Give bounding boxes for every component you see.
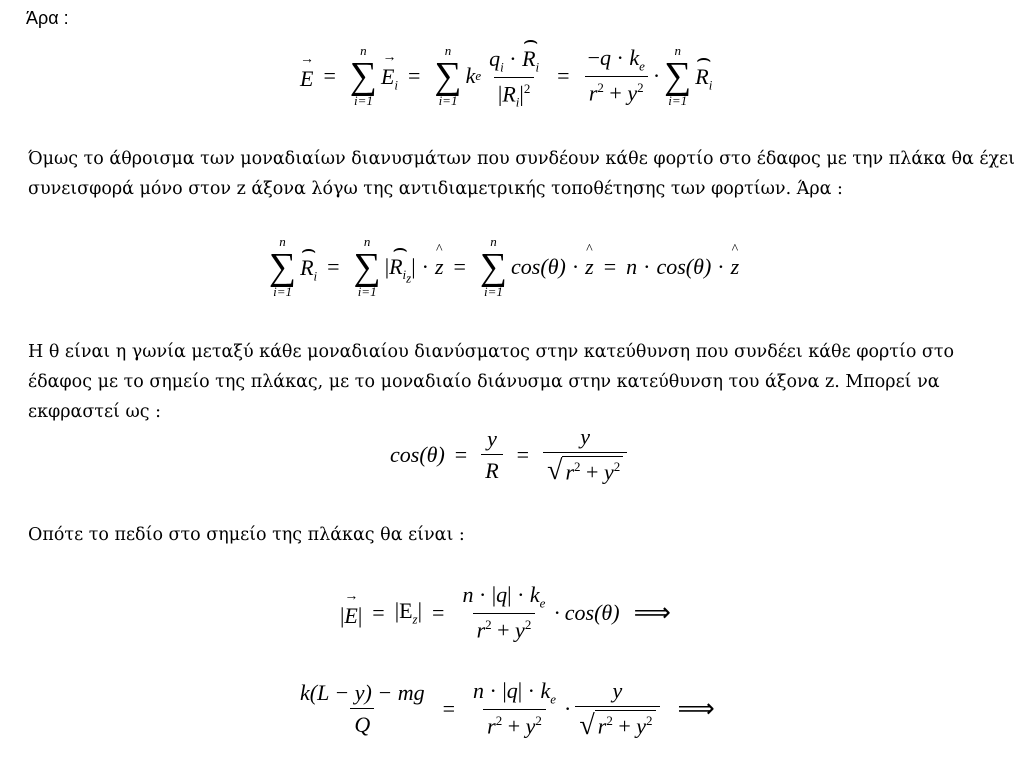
paragraph-3: Οπότε το πεδίο στο σημείο της πλάκας θα είναι : <box>28 525 465 545</box>
fraction: $\frac{q_i \cdot ⌢ R_i}{|R_i|^2}$ <box>485 40 543 111</box>
equation-cos-theta: cos(θ) = $\frac{y}{R}$ = y √ $r^2 + y^2$ <box>390 424 631 485</box>
summation: n ∑ i=1 <box>349 42 377 108</box>
summation: n ∑ i=1 <box>434 42 462 108</box>
vector-Ei: → $E_i$ <box>381 58 398 93</box>
equation-force-balance: $\frac{k(L - y) - mg}{Q}$ = $\frac{n \cdot |q| \cdot k_e}{r^2 + y^2}$ · y √ $r^2 + y^2$ ⟹ <box>300 678 715 741</box>
paragraph-2: Η θ είναι η γωνία μεταξύ κάθε μοναδιαίου διανύσματος στην κατεύθυνση που συνδέει κάθε φορτίο στο έδαφος με το σημείο της πλάκας, με το μοναδιαίο διάνυσμα στην κατεύθυνση του άξονα z. Μπορεί να εκφραστεί ως : <box>28 342 955 422</box>
paragraph-1: Όμως το άθροισμα των μοναδιαίων διανυσμάτων που συνδέουν κάθε φορτίο στο έδαφος με την πλάκα θα έχει συνεισφορά μόνο στον z άξονα λόγω της αντιδιαμετρικής τοποθέτησης των φορτίων. Άρα : <box>28 149 1015 199</box>
summation: n ∑ i=1 <box>664 42 692 108</box>
equation-field-magnitude: |→ E| = $|E_z|$ = $\frac{n \cdot |q| \cdot k_e}{r^2 + y^2}$ · cos(θ) ⟹ <box>340 582 671 644</box>
intro-label: Άρα : <box>26 8 69 28</box>
unit-vector-Ri: ⌢ $R_i$ <box>695 58 712 93</box>
fraction: $\frac{-q \cdot k_e}{r^2 + y^2}$ <box>584 45 649 107</box>
equation-field-sum: → E = n ∑ i=1 → $E_i$ = n ∑ i=1 k e $\frac{q_i \cdot ⌢ R_i}{|R_i|^2}$ = $\frac{-q \cdot k_e}{r^2 + y^2}$ · n ∑ i=1 ⌢ $R_i$ <box>300 40 712 111</box>
equation-unit-sum: n ∑ i=1 ⌢ $R_i$ = n ∑ i=1 |⌢ $R_{i_z}|$ · ^ z = n ∑ i=1 cos(θ) · ^ z = n · cos(θ) · ^ z <box>265 235 739 299</box>
vector-E: → E <box>300 60 313 92</box>
